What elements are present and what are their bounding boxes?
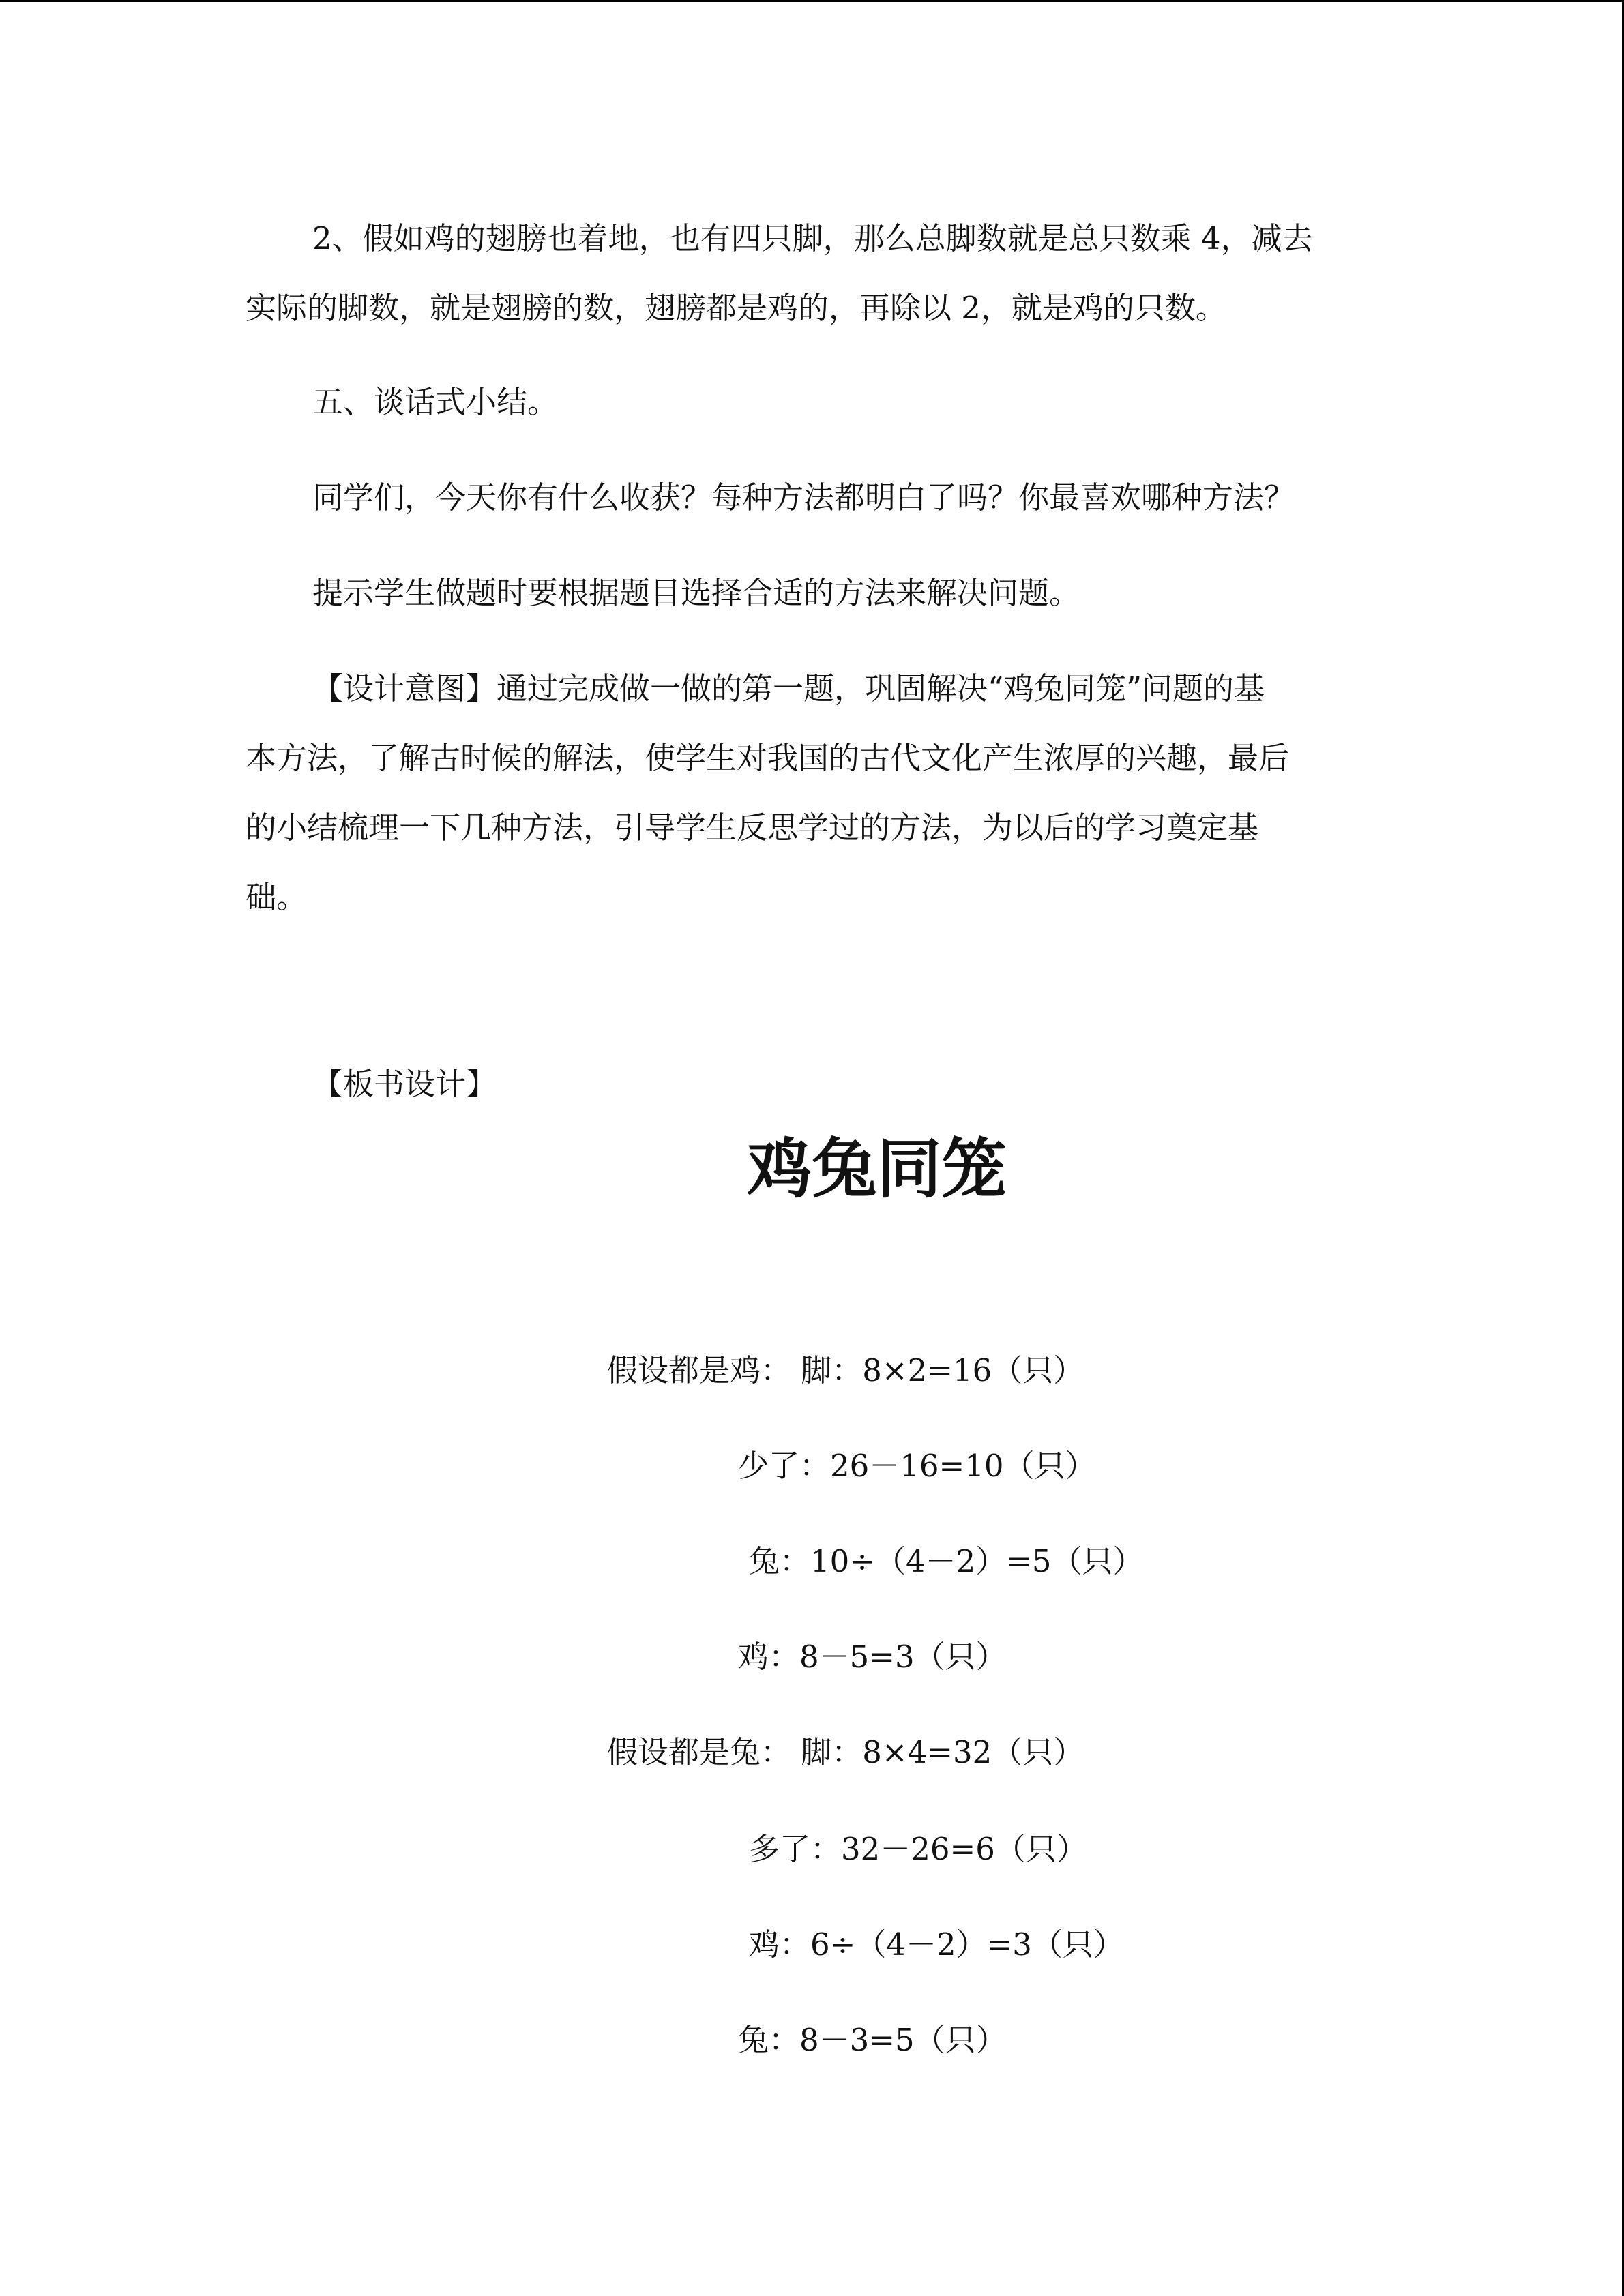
board-title: 鸡兔同笼: [747, 1132, 1007, 1207]
design-intent-line-1: 【设计意图】通过完成做一做的第一题，巩固解决“鸡兔同笼”问题的基: [312, 670, 1265, 706]
paragraph-1-line-1: 2、假如鸡的翅膀也着地，也有四只脚，那么总脚数就是总只数乘 4，减去: [312, 220, 1313, 256]
paragraph-1-line-2: 实际的脚数，就是翅膀的数，翅膀都是鸡的，再除以 2，就是鸡的只数。: [246, 290, 1226, 326]
board-line-1: 假设都是鸡： 脚：8×2=16（只）: [607, 1352, 1084, 1388]
board-design-label: 【板书设计】: [312, 1066, 497, 1102]
design-intent-line-4: 础。: [246, 879, 308, 915]
board-line-8: 兔：8－3=5（只）: [738, 2022, 1007, 2058]
paragraph-2: 同学们，今天你有什么收获？每种方法都明白了吗？你最喜欢哪种方法？: [312, 479, 1295, 516]
board-line-4: 鸡：8－5=3（只）: [738, 1639, 1007, 1675]
paragraph-3: 提示学生做题时要根据题目选择合适的方法来解决问题。: [312, 575, 1080, 611]
board-line-3: 兔：10÷（4－2）=5（只）: [749, 1543, 1144, 1579]
board-line-5: 假设都是兔： 脚：8×4=32（只）: [607, 1734, 1084, 1770]
section-heading-summary: 五、谈话式小结。: [312, 384, 559, 420]
board-line-2: 少了：26－16=10（只）: [738, 1448, 1096, 1484]
design-intent-line-2: 本方法，了解古时候的解法，使学生对我国的古代文化产生浓厚的兴趣，最后: [246, 740, 1290, 776]
design-intent-line-3: 的小结梳理一下几种方法，引导学生反思学过的方法，为以后的学习奠定基: [246, 809, 1259, 846]
board-line-6: 多了：32－26=6（只）: [749, 1831, 1087, 1867]
board-line-7: 鸡：6÷（4－2）=3（只）: [749, 1926, 1124, 1963]
page-border-top: [0, 0, 1624, 2]
